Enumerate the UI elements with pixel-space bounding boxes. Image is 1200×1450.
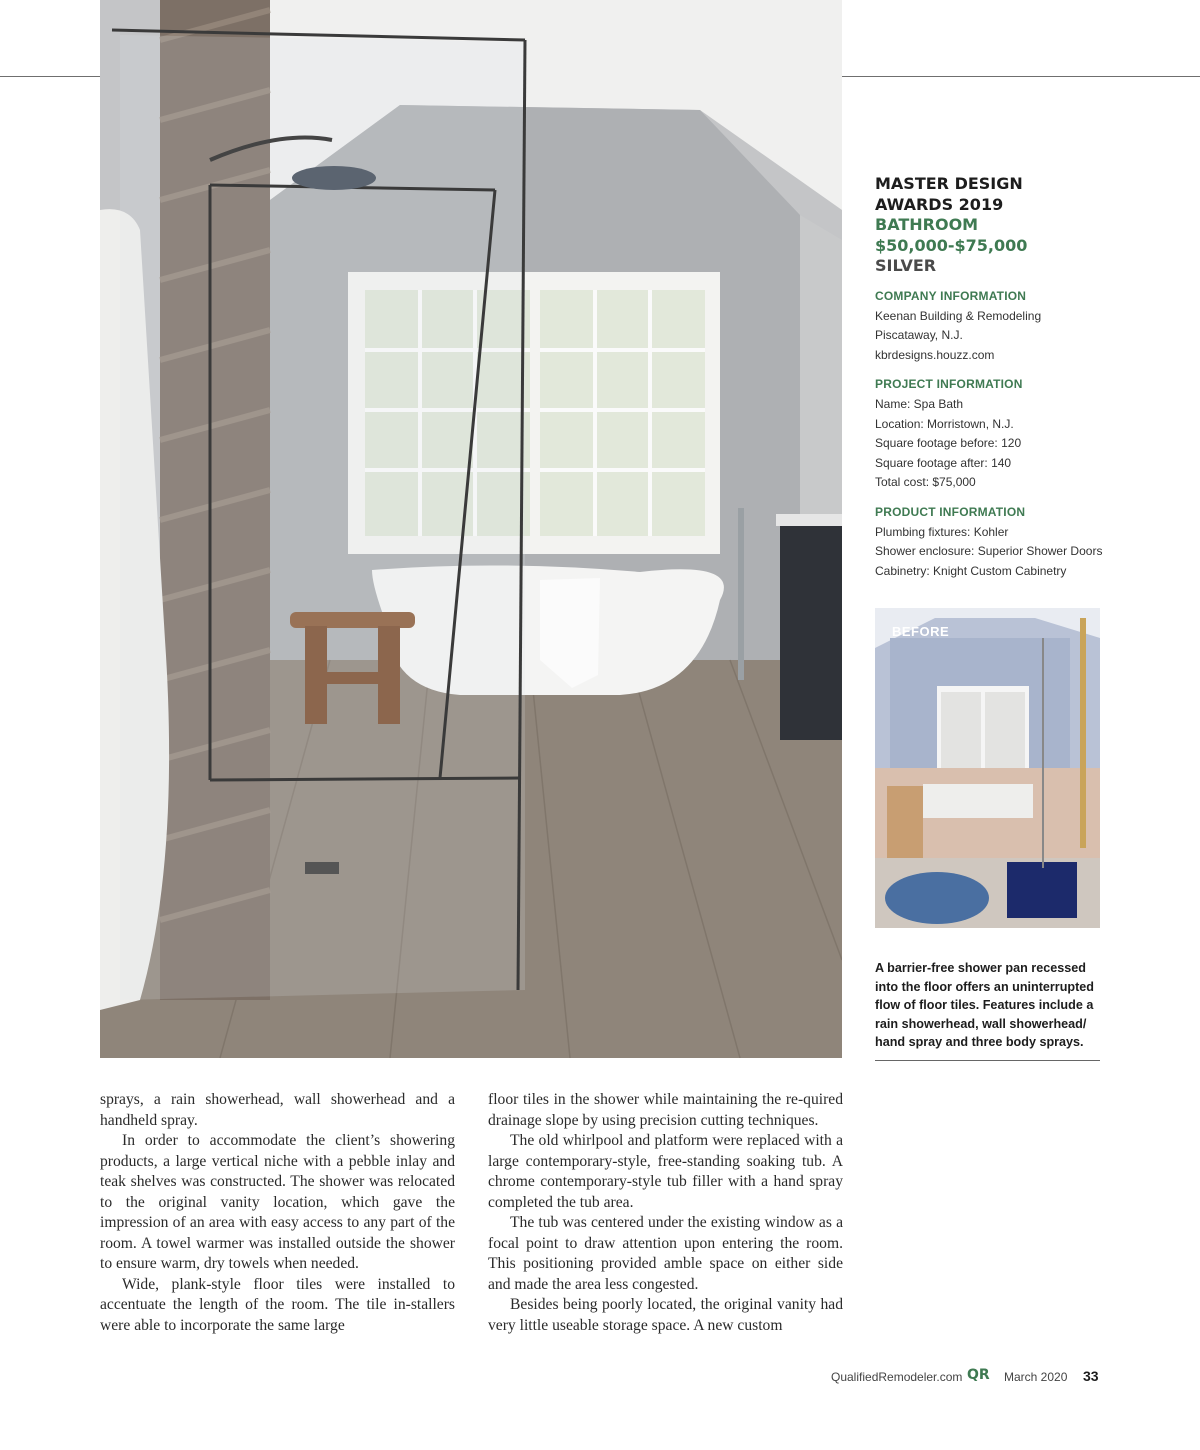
project-total-cost: Total cost: $75,000 (875, 475, 976, 489)
body-column-2 (488, 1090, 843, 1336)
project-info-heading: PROJECT INFORMATION (875, 377, 1023, 391)
header-rule-left (0, 76, 100, 77)
company-location: Piscataway, N.J. (875, 328, 963, 342)
before-photo (875, 608, 1100, 928)
award-title-line2: AWARDS 2019 (875, 194, 1004, 214)
company-website: kbrdesigns.houzz.com (875, 347, 995, 362)
photo-caption: A barrier-free shower pan recessed into the floor offers an uninterrupted flow of floor tiles. Features include a rain showerhead, wall showerhead/ hand spray and three body sprays. (875, 959, 1100, 1061)
project-sqft-before: Square footage before: 120 (875, 436, 1022, 450)
award-level: SILVER (875, 256, 937, 275)
before-label: BEFORE (892, 624, 950, 639)
body-paragraph: sprays, a rain showerhead, wall showerhead and a handheld spray. (100, 1091, 455, 1129)
product-plumbing: Plumbing fixtures: Kohler (875, 524, 1009, 539)
award-budget: $50,000-$75,000 (875, 235, 1028, 255)
project-name: Name: Spa Bath (875, 397, 964, 411)
product-cabinetry: Cabinetry: Knight Custom Cabinetry (875, 563, 1067, 578)
project-sqft-after: Square footage after: 140 (875, 455, 1012, 470)
product-info-heading: PRODUCT INFORMATION (875, 504, 1026, 519)
footer-logo: QR (967, 1367, 990, 1383)
award-category: BATHROOM (875, 215, 979, 234)
company-name: Keenan Building & Remodeling (875, 308, 1042, 323)
body-paragraph: floor tiles in the shower while maintaining the re-quired drainage slope by using precision cutting techniques. (488, 1091, 843, 1129)
project-location: Location: Morristown, N.J. (875, 416, 1014, 431)
body-paragraph: The old whirlpool and platform were replaced with a large contemporary-style, free-standing soaking tub. A chrome contemporary-style tub filler with a hand spray completed the tub area. (488, 1132, 843, 1211)
body-paragraph: Besides being poorly located, the original vanity had very little useable storage space. A new custom (488, 1296, 843, 1334)
footer-site: QualifiedRemodeler.com (831, 1370, 963, 1384)
award-title-line1: MASTER DESIGN (875, 174, 1023, 193)
body-paragraph: Wide, plank-style floor tiles were installed to accentuate the length of the room. The tile in-stallers were able to incorporate the same large (100, 1275, 455, 1334)
footer-issue: March 2020 (1004, 1370, 1068, 1384)
body-paragraph: The tub was centered under the existing window as a focal point to draw attention upon entering the room. This positioning provided amble space on either side and made the area less congested. (488, 1214, 843, 1293)
company-info-heading: COMPANY INFORMATION (875, 288, 1027, 303)
bathroom-illustration (100, 0, 842, 1058)
page-number: 33 (1083, 1368, 1099, 1384)
bathroom-photo (100, 0, 842, 1058)
page-footer (831, 1368, 1101, 1388)
award-sidebar (875, 174, 1103, 581)
header-rule-right (842, 76, 1200, 77)
before-illustration (875, 608, 1100, 928)
body-paragraph: In order to accommodate the client’s showering products, a large vertical niche with a pebble inlay and teak shelves was constructed. The shower was relocated to the original vanity location, which gave the impression of an area with easy access to any part of the room. A towel warmer was installed outside the shower to ensure warm, dry towels when needed. (100, 1132, 455, 1272)
product-shower-enclosure: Shower enclosure: Superior Shower Doors (875, 544, 1103, 558)
body-column-1 (100, 1090, 455, 1336)
